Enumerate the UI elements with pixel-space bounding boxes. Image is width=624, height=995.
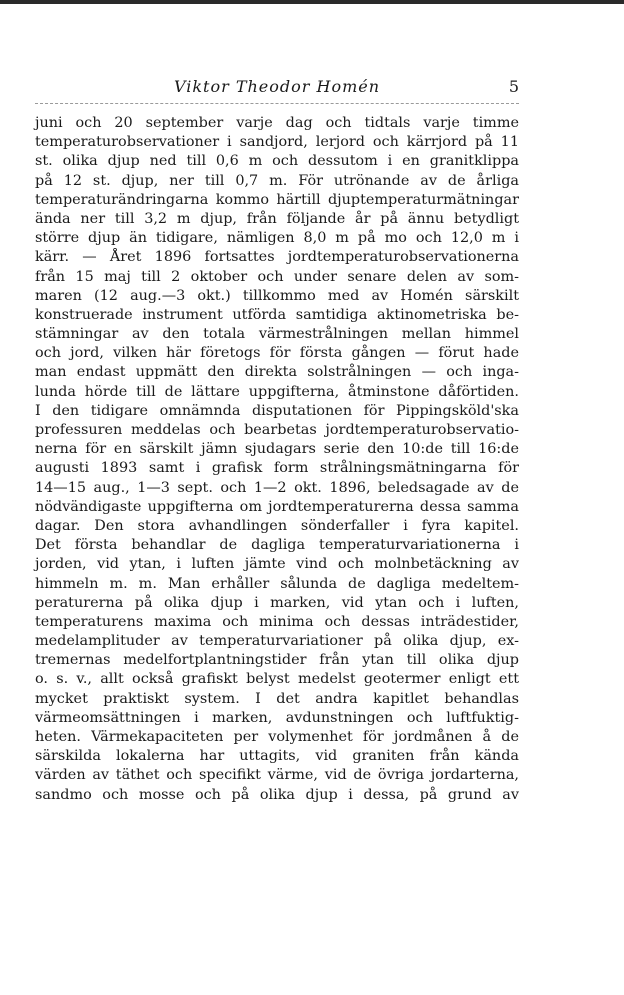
text-line: stämningar av den totala värmestrålningen mellan himmel (35, 326, 519, 343)
top-border-rule (0, 0, 624, 4)
text-line: temperaturens maxima och minima och dessas inträdestider, (35, 613, 519, 630)
text-line: Det första behandlar de dagliga temperaturvariationerna i (35, 537, 519, 554)
text-line: från 15 maj till 2 oktober och under senare delen av som- (35, 268, 519, 285)
text-line: större djup än tidigare, nämligen 8,0 m på mo och 12,0 m i (35, 230, 519, 247)
text-line: ända ner till 3,2 m djup, från följande år på ännu betydligt (35, 210, 519, 227)
text-line: nödvändigaste uppgifterna om jordtemperaturerna dessa samma (35, 498, 519, 515)
text-line: dagar. Den stora avhandlingen sönderfaller i fyra kapitel. (35, 517, 519, 534)
text-line: nerna för en särskilt jämn sjudagars serie den 10:de till 16:de (35, 441, 519, 458)
text-line: medelamplituder av temperaturvariationer på olika djup, ex- (35, 633, 519, 650)
header-divider (35, 103, 519, 104)
text-line: särskilda lokalerna har uttagits, vid graniten från kända (35, 748, 519, 765)
text-line: konstruerade instrument utförda samtidiga aktinometriska be- (35, 306, 519, 323)
page-header (35, 77, 519, 101)
text-line: och jord, vilken här företogs för första gången — förut hade (35, 345, 519, 362)
text-line: himmeln m. m. Man erhåller sålunda de dagliga medeltem- (35, 575, 519, 592)
text-line: man endast uppmätt den direkta solstrålningen — och inga- (35, 364, 519, 381)
text-line: mycket praktiskt system. I det andra kapitlet behandlas (35, 690, 519, 707)
text-line: temperaturändringarna kommo härtill djuptemperaturmätningar (35, 191, 519, 208)
page-number: 5 (508, 77, 519, 96)
text-line: jorden, vid ytan, i luften jämte vind och molnbetäckning av (35, 556, 519, 573)
text-line: sandmo och mosse och på olika djup i dessa, på grund av (35, 786, 519, 803)
text-line: tremernas medelfortplantningstider från ytan till olika djup (35, 652, 519, 669)
text-line: 14—15 aug., 1—3 sept. och 1—2 okt. 1896, beledsagade av de (35, 479, 519, 496)
text-line: temperaturobservationer i sandjord, lerjord och kärrjord på 11 (35, 134, 519, 151)
text-line: maren (12 aug.—3 okt.) tillkommo med av Homén särskilt (35, 287, 519, 304)
text-line: lunda hörde till de lättare uppgifterna, åtminstone dåförtiden. (35, 383, 519, 400)
text-line: o. s. v., allt också grafiskt belyst medelst geotermer enligt ett (35, 671, 519, 688)
text-line: kärr. — Året 1896 fortsattes jordtemperaturobservationerna (35, 249, 519, 266)
text-line: värden av täthet och specifikt värme, vid de övriga jordarterna, (35, 767, 519, 784)
body-text (35, 114, 519, 805)
text-line: I den tidigare omnämnda disputationen för Pippingsköld'ska (35, 402, 519, 419)
text-line: st. olika djup ned till 0,6 m och dessutom i en granitklippa (35, 153, 519, 170)
text-line: på 12 st. djup, ner till 0,7 m. För utrönande av de årliga (35, 172, 519, 189)
text-line: heten. Värmekapaciteten per volymenhet för jordmånen å de (35, 729, 519, 745)
text-line: juni och 20 september varje dag och tidtals varje timme (35, 115, 519, 131)
text-line: värmeomsättningen i marken, avdunstningen och luftfuktig- (35, 709, 519, 726)
text-line: peraturerna på olika djup i marken, vid ytan och i luften, (35, 594, 519, 611)
text-line: professuren meddelas och bearbetas jordtemperaturobservatio- (35, 422, 519, 438)
text-line: augusti 1893 samt i grafisk form strålningsmätningarna för (35, 460, 519, 477)
running-head: Viktor Theodor Homén (173, 77, 381, 96)
